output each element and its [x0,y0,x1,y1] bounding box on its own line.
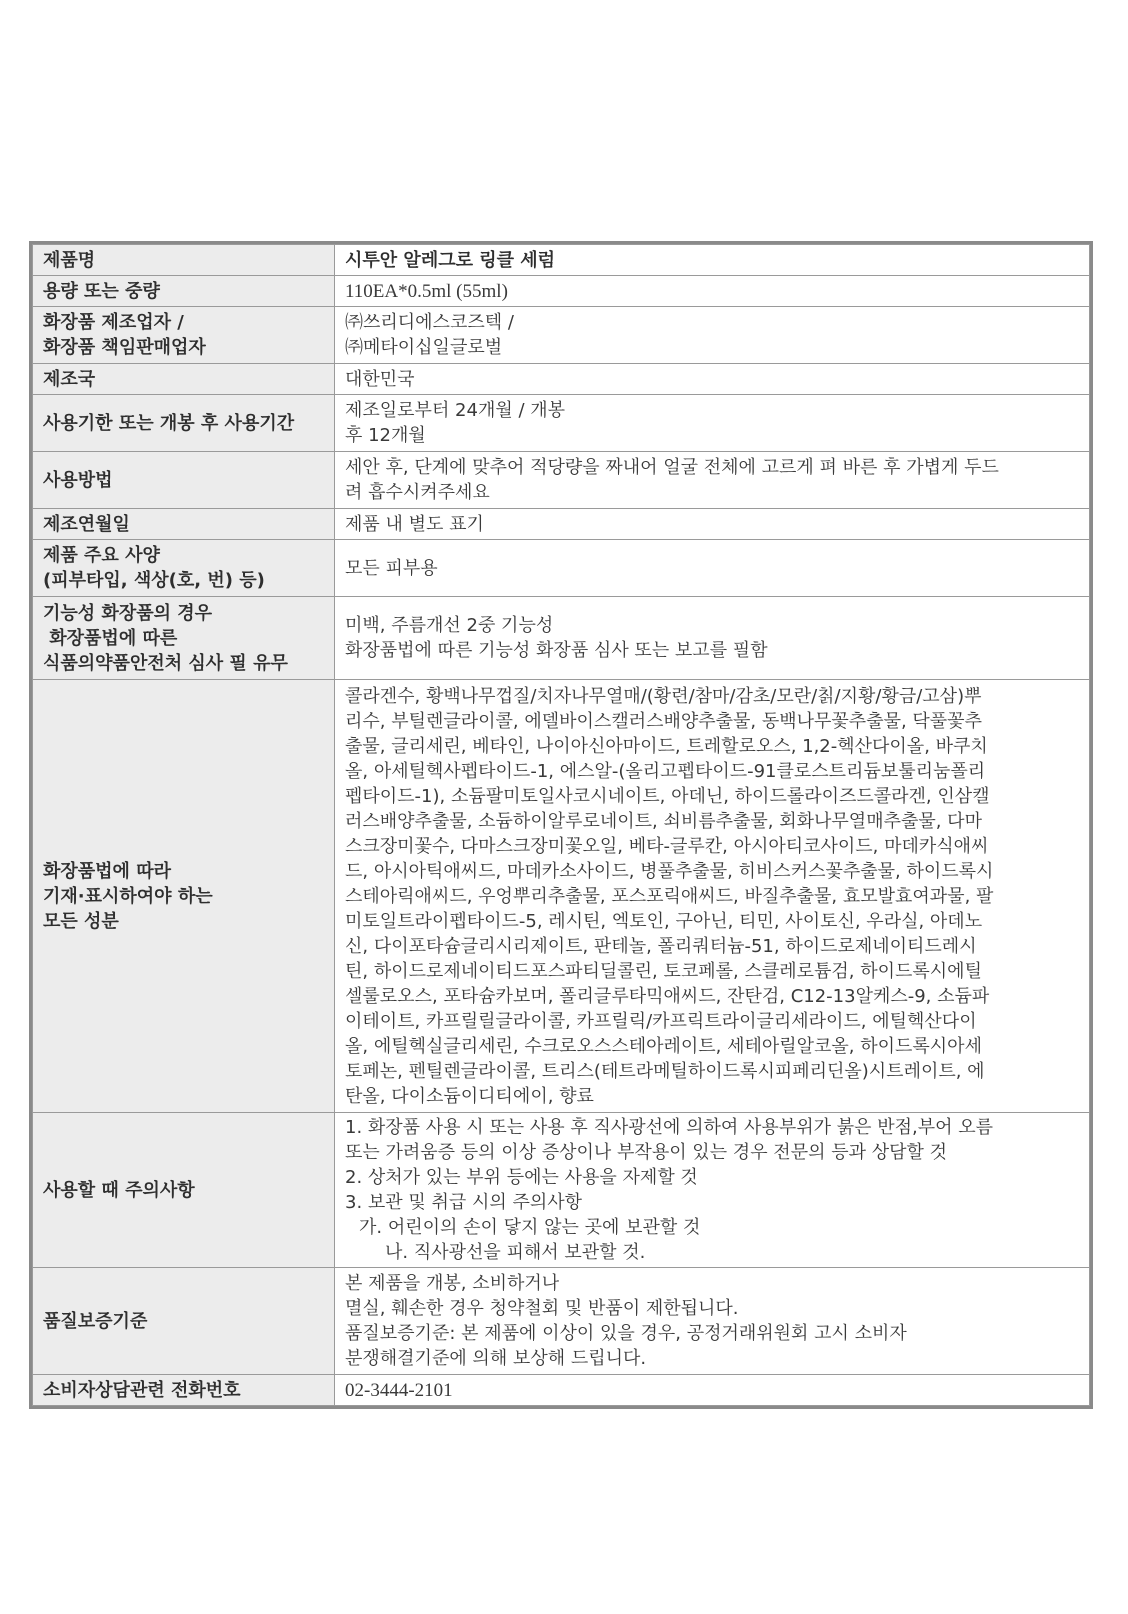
value-line: 본 제품을 개봉, 소비하거나 [345,1273,560,1294]
value-line: 1. 화장품 사용 시 또는 사용 후 직사광선에 의하여 사용부위가 붉은 반점,부어 오름 [345,1117,993,1138]
label-line: 사용기한 또는 개봉 후 사용기간 [43,412,295,434]
value-functional [335,597,1090,680]
value-line: 리수, 부틸렌글라이콜, 에델바이스캘러스배양추출물, 동백나무꽃추출물, 닥풀꽃추 [345,710,982,732]
value-line: 분쟁해결기준에 의해 보상해 드립니다. [345,1348,647,1369]
label-line: 제품 주요 사양 [43,545,160,566]
value-phone [335,1375,1090,1406]
value-line: 모든 피부용 [345,557,438,579]
value-line: 틴, 하이드로제네이티드포스파티딜콜린, 토코페롤, 스클레로튬검, 하이드록시에틸 [345,960,982,982]
value-manufacturer [335,307,1090,364]
value-line: 탄올, 다이소듐이디티에이, 향료 [345,1085,594,1107]
value-line: 02-3444-2101 [345,1379,453,1401]
value-line: ㈜메타이십일글로벌 [345,337,503,358]
value-spec [335,540,1090,597]
label-phone [33,1375,335,1406]
row-product-name [33,245,1090,276]
value-quality [335,1268,1090,1375]
row-caution [33,1113,1090,1268]
row-usage [33,452,1090,509]
label-line: 화장품 제조업자 / [43,312,184,333]
label-caution [33,1113,335,1268]
row-phone [33,1375,1090,1406]
product-info-sheet [29,241,1093,1409]
label-line: 기재·표시하여야 하는 [43,885,213,907]
value-line: 나. 직사광선을 피해서 보관할 것. [385,1242,646,1263]
label-ingredients [33,680,335,1113]
value-line: 110EA*0.5ml (55ml) [345,280,508,302]
label-expiry [33,395,335,452]
label-line: 화장품법에 따라 [43,860,171,882]
label-product-name [33,245,335,276]
label-line: 식품의약품안전처 심사 필 유무 [43,652,288,674]
value-caution [335,1113,1090,1268]
label-country [33,364,335,395]
value-line: 콜라겐수, 황백나무껍질/치자나무열매/(황련/참마/감초/모란/칡/지황/황금/고삼)뿌 [345,685,982,707]
label-line: (피부타입, 색상(호, 번) 등) [43,570,265,591]
value-line: ㈜쓰리디에스코즈텍 / [345,312,514,333]
value-line: 토페논, 펜틸렌글라이콜, 트리스(테트라메틸하이드록시피페리딘올)시트레이트, 에 [345,1060,985,1082]
value-line: 품질보증기준: 본 제품에 이상이 있을 경우, 공정거래위원회 고시 소비자 [345,1323,907,1344]
label-line: 품질보증기준 [43,1310,148,1332]
value-line: 미토일트라이펩타이드-5, 레시틴, 엑토인, 구아닌, 티민, 사이토신, 우라실, 아데노 [345,910,983,932]
value-line: 화장품법에 따른 기능성 화장품 심사 또는 보고를 필함 [345,640,768,661]
value-line: 드, 아시아틱애씨드, 마데카소사이드, 병풀추출물, 히비스커스꽃추출물, 하이드록시 [345,860,994,882]
value-line: 러스배양추출물, 소듐하이알루로네이트, 쇠비름추출물, 회화나무열매추출물, 다마 [345,810,982,832]
label-line: 화장품 책임판매업자 [43,337,206,358]
value-country [335,364,1090,395]
label-line: 제조연월일 [43,513,130,535]
label-manufacturer [33,307,335,364]
value-line: 멸실, 훼손한 경우 청약철회 및 반품이 제한됩니다. [345,1298,739,1319]
label-spec [33,540,335,597]
value-line: 올, 아세틸헥사펩타이드-1, 에스알-(올리고펩타이드-91클로스트리듐보툴리눔폴리 [345,760,986,782]
value-line: 이테이트, 카프릴릴글라이콜, 카프릴릭/카프릭트라이글리세라이드, 에틸헥산다이 [345,1010,977,1032]
row-quality [33,1268,1090,1375]
value-line: 제품 내 별도 표기 [345,513,484,535]
label-quality [33,1268,335,1375]
row-expiry [33,395,1090,452]
value-line: 또는 가려움증 등의 이상 증상이나 부작용이 있는 경우 전문의 등과 상담할 것 [345,1142,947,1163]
row-country [33,364,1090,395]
label-line: 소비자상담관련 전화번호 [43,1379,241,1401]
row-manufacturer [33,307,1090,364]
value-line: 2. 상처가 있는 부위 등에는 사용을 자제할 것 [345,1167,698,1188]
label-line: 모든 성분 [43,910,119,932]
value-line: 세안 후, 단계에 맞추어 적당량을 짜내어 얼굴 전체에 고르게 펴 바른 후 가볍게 두드 [345,457,999,478]
value-line: 셀룰로오스, 포타슘카보머, 폴리글루타믹애씨드, 잔탄검, C12-13알케스-9, 소듐파 [345,985,990,1007]
row-spec [33,540,1090,597]
row-volume [33,276,1090,307]
value-line: 3. 보관 및 취급 시의 주의사항 [345,1192,583,1213]
label-usage [33,452,335,509]
value-line: 려 흡수시켜주세요 [345,482,490,503]
value-line: 가. 어린이의 손이 닿지 않는 곳에 보관할 것 [359,1217,701,1238]
row-ingredients [33,680,1090,1113]
value-expiry [335,395,1090,452]
label-line: 사용할 때 주의사항 [43,1179,195,1201]
label-line: 기능성 화장품의 경우 [43,602,213,624]
value-line: 스크장미꽃수, 다마스크장미꽃오일, 베타-글루칸, 아시아티코사이드, 마데카식애씨 [345,835,989,857]
label-line: 사용방법 [43,469,113,491]
value-line: 후 12개월 [345,425,426,446]
row-manufacture-date [33,509,1090,540]
label-functional [33,597,335,680]
label-manufacture-date [33,509,335,540]
value-usage [335,452,1090,509]
value-line: 미백, 주름개선 2중 기능성 [345,615,554,636]
label-volume [33,276,335,307]
value-line: 스테아릭애씨드, 우엉뿌리추출물, 포스포릭애씨드, 바질추출물, 효모발효여과물, 팔 [345,885,994,907]
value-line: 대한민국 [345,368,415,390]
label-line: 화장품법에 따른 [43,627,178,649]
value-product-name [335,245,1090,276]
value-line: 시투안 알레그로 링클 세럼 [345,249,556,271]
label-line: 제조국 [43,368,96,390]
value-volume [335,276,1090,307]
value-line: 신, 다이포타슘글리시리제이트, 판테놀, 폴리쿼터늄-51, 하이드로제네이티드레시 [345,935,977,957]
value-line: 올, 에틸헥실글리세린, 수크로오스스테아레이트, 세테아릴알코올, 하이드록시아세 [345,1035,982,1057]
value-line: 제조일로부터 24개월 / 개봉 [345,400,566,421]
value-line: 펩타이드-1), 소듐팔미토일사코시네이트, 아데닌, 하이드롤라이즈드콜라겐, 인삼캘 [345,785,990,807]
value-ingredients [335,680,1090,1113]
row-functional [33,597,1090,680]
value-line: 출물, 글리세린, 베타인, 나이아신아마이드, 트레할로오스, 1,2-헥산다이올, 바쿠치 [345,735,988,757]
label-line: 제품명 [43,249,96,271]
product-info-table [32,244,1090,1406]
label-line: 용량 또는 중량 [43,280,160,302]
value-manufacture-date [335,509,1090,540]
